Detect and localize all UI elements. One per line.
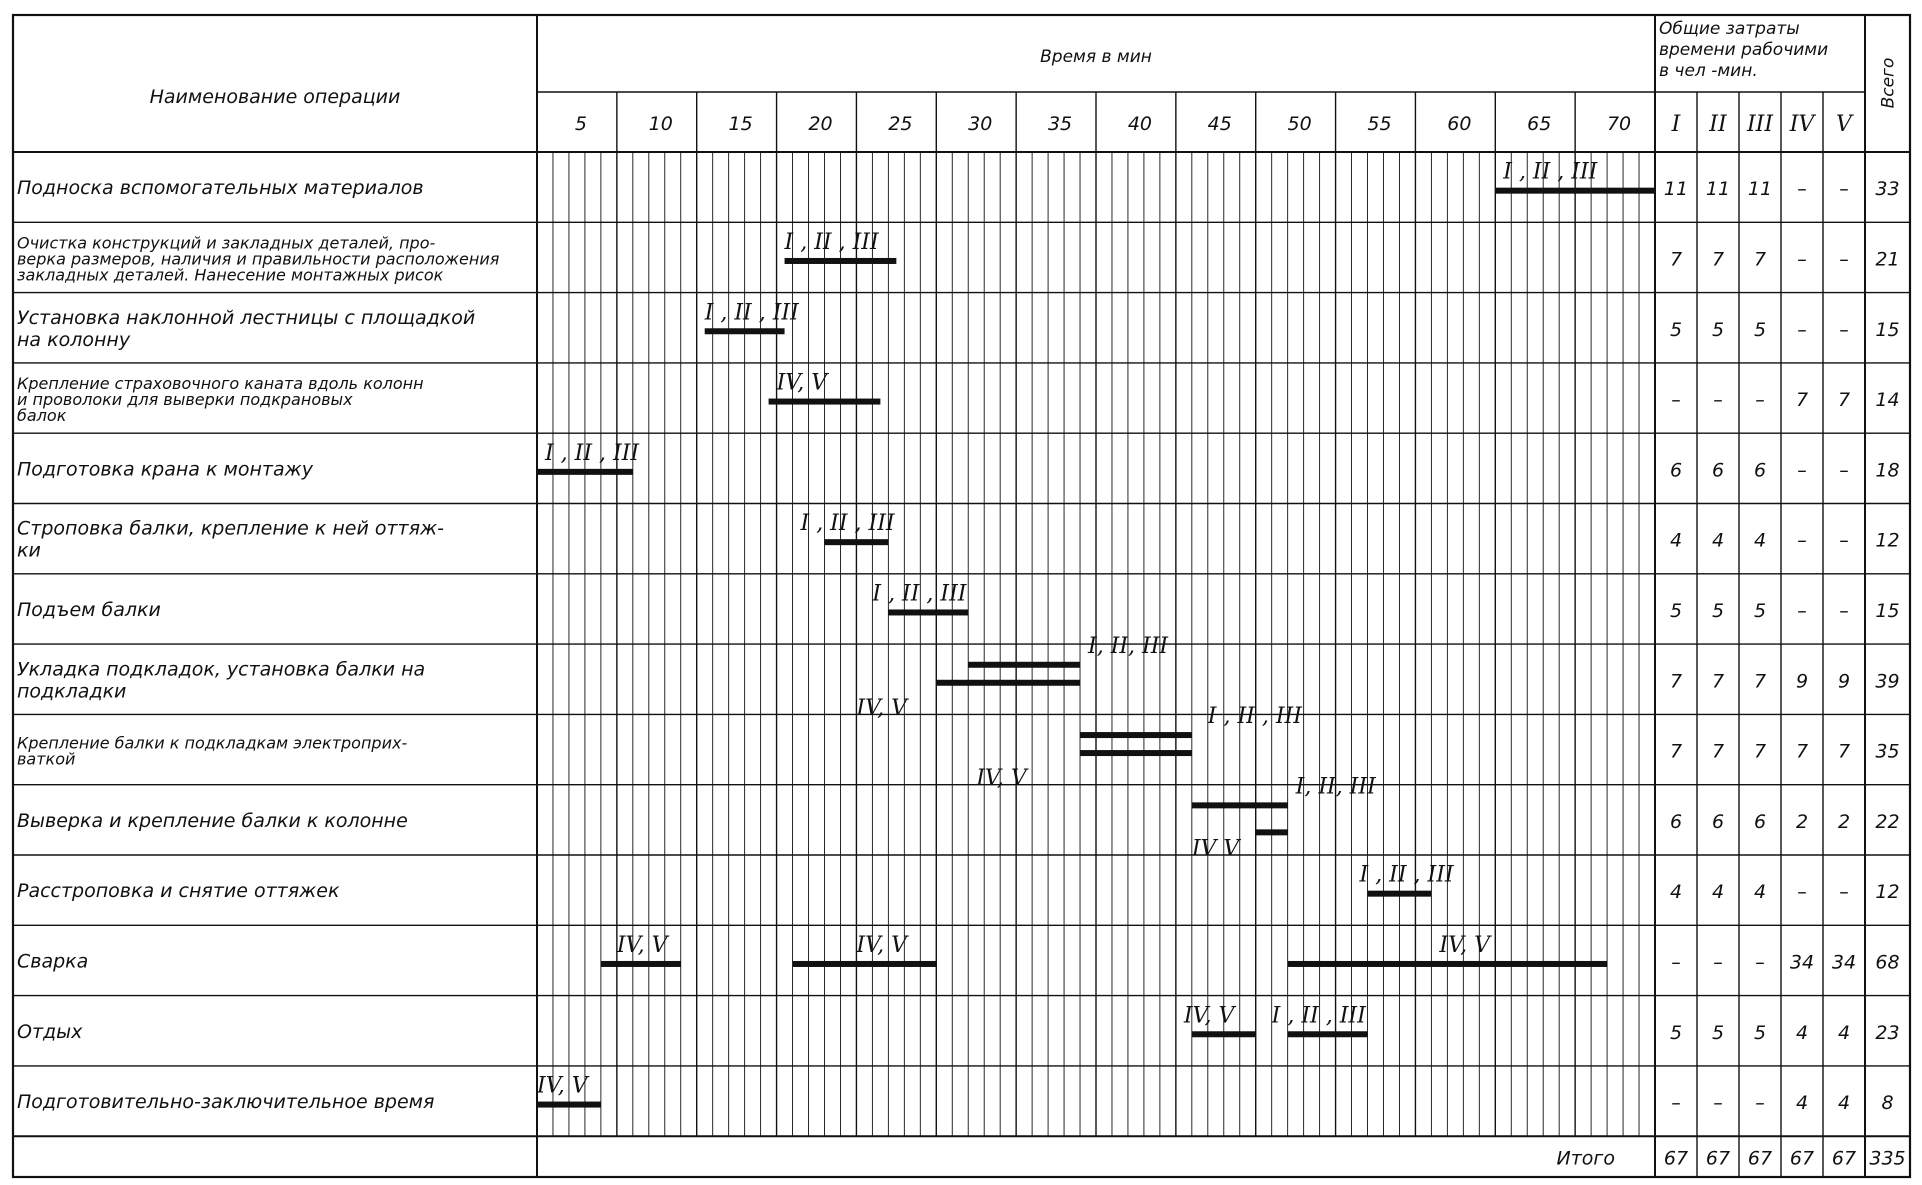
operation-name: Подъем балки <box>17 598 161 621</box>
schedule-bar <box>1368 891 1432 897</box>
crew-label: I , II , III <box>800 511 895 537</box>
operation-name: ки <box>17 539 41 562</box>
worker-time-value: 6 <box>1711 459 1725 482</box>
worker-time-value: 5 <box>1753 318 1767 341</box>
crew-label: IV, V <box>1183 1003 1235 1029</box>
schedule-bar <box>769 399 881 405</box>
worker-time-value: 4 <box>1711 529 1725 552</box>
time-tick-label: 5 <box>574 113 587 135</box>
operation-name: Сварка <box>17 950 89 973</box>
schedule-bar <box>968 662 1080 668</box>
worker-time-value: – <box>1713 1092 1723 1115</box>
time-tick-label: 30 <box>968 113 993 135</box>
schedule-bar <box>824 539 888 545</box>
crew-label: I , II , III <box>544 440 640 466</box>
worker-time-value: 4 <box>1795 1021 1809 1044</box>
crew-label: IV V <box>1191 836 1240 862</box>
time-tick-label: 45 <box>1207 113 1232 135</box>
operation-name: Подготовка крана к монтажу <box>17 458 313 481</box>
worker-time-value: – <box>1797 881 1807 904</box>
worker-time-value: – <box>1797 529 1807 552</box>
row-total-value: 39 <box>1875 670 1900 693</box>
footer-grand-total: 335 <box>1869 1147 1906 1170</box>
worker-time-value: 6 <box>1669 810 1683 833</box>
operation-name: и проволоки для выверки подкрановых <box>17 390 353 410</box>
row-total-value: 33 <box>1875 178 1900 201</box>
crew-label: I , II , III <box>1207 704 1302 730</box>
row-total-value: 12 <box>1875 881 1900 904</box>
row-total-value: 21 <box>1875 248 1900 271</box>
worker-time-value: – <box>1755 951 1765 974</box>
worker-time-value: 34 <box>1831 951 1857 974</box>
crew-label: I , II , III <box>784 229 879 255</box>
worker-time-value: 4 <box>1711 881 1725 904</box>
crew-label: I, II, III <box>1088 633 1169 659</box>
time-tick-label: 35 <box>1047 113 1073 135</box>
worker-time-value: – <box>1797 459 1807 482</box>
worker-time-value: 5 <box>1669 599 1683 622</box>
crew-label: I , II , III <box>872 581 967 607</box>
footer-worker-total: 67 <box>1831 1147 1857 1170</box>
worker-time-value: 11 <box>1705 178 1731 201</box>
footer-worker-total: 67 <box>1789 1147 1815 1170</box>
operation-name: Крепление балки к подкладкам электроприх- <box>17 733 408 753</box>
schedule-bar <box>705 328 785 334</box>
worker-time-value: 4 <box>1837 1021 1851 1044</box>
worker-header: II <box>1709 112 1727 137</box>
worker-time-value: – <box>1797 178 1807 201</box>
row-total-value: 14 <box>1875 389 1900 412</box>
operation-name: балок <box>17 406 67 426</box>
worker-time-value: 5 <box>1753 599 1767 622</box>
worker-time-value: 34 <box>1789 951 1815 974</box>
operation-name: Крепление страховочного каната вдоль колонн <box>17 374 424 394</box>
crew-label: I , II , III <box>1503 159 1598 185</box>
schedule-bar <box>888 609 968 615</box>
schedule-bar <box>1288 1031 1368 1037</box>
worker-time-value: 4 <box>1753 881 1767 904</box>
worker-time-value: 7 <box>1711 670 1725 693</box>
worker-time-value: – <box>1839 318 1849 341</box>
worker-time-value: – <box>1839 248 1849 271</box>
row-total-value: 12 <box>1875 529 1900 552</box>
worker-time-value: 11 <box>1663 178 1689 201</box>
schedule-bar <box>601 961 681 967</box>
schedule-bar <box>1192 1031 1256 1037</box>
schedule-bar <box>936 680 1080 686</box>
worker-time-value: 7 <box>1711 248 1725 271</box>
worker-time-value: 2 <box>1837 810 1851 833</box>
crew-label: I , II , III <box>1359 862 1454 888</box>
time-tick-label: 15 <box>728 113 753 135</box>
worker-time-value: 6 <box>1669 459 1683 482</box>
worker-time-value: 9 <box>1837 670 1851 693</box>
row-total-value: 8 <box>1881 1092 1894 1115</box>
time-tick-label: 40 <box>1127 113 1153 135</box>
time-title: Время в мин <box>1040 47 1152 67</box>
cost-header-line: в чел -мин. <box>1659 61 1758 81</box>
schedule-bar <box>1080 750 1192 756</box>
time-tick-label: 70 <box>1606 113 1632 135</box>
schedule-bar <box>1288 961 1607 967</box>
footer-worker-total: 67 <box>1705 1147 1731 1170</box>
operation-name: Расстроповка и снятие оттяжек <box>17 880 340 903</box>
time-tick-label: 60 <box>1447 113 1472 135</box>
worker-header: I <box>1671 112 1681 137</box>
worker-time-value: 4 <box>1795 1092 1809 1115</box>
crew-label: IV, V <box>616 932 668 958</box>
operation-name: Подготовительно-заключительное время <box>17 1091 435 1114</box>
row-total-value: 35 <box>1875 740 1900 763</box>
crew-label: IV, V <box>776 370 828 396</box>
worker-time-value: 7 <box>1753 740 1767 763</box>
operation-name: Строповка балки, крепление к ней оттяж- <box>17 517 444 540</box>
operation-column-header: Наименование операции <box>149 86 401 108</box>
operation-name: закладных деталей. Нанесение монтажных рисок <box>17 265 444 285</box>
worker-time-value: – <box>1839 459 1849 482</box>
worker-time-value: 4 <box>1669 881 1683 904</box>
time-tick-label: 50 <box>1287 113 1312 135</box>
crew-label: I , II , III <box>1271 1003 1366 1029</box>
worker-header: III <box>1746 112 1774 137</box>
schedule-bar <box>1080 732 1192 738</box>
time-tick-label: 20 <box>808 113 833 135</box>
worker-time-value: – <box>1671 389 1681 412</box>
schedule-bar <box>793 961 937 967</box>
worker-time-value: – <box>1713 951 1723 974</box>
worker-time-value: 6 <box>1711 810 1725 833</box>
worker-time-value: – <box>1839 178 1849 201</box>
crew-label: IV, V <box>976 766 1027 792</box>
footer-worker-total: 67 <box>1747 1147 1773 1170</box>
worker-time-value: 11 <box>1747 178 1773 201</box>
worker-time-value: – <box>1755 1092 1765 1115</box>
worker-time-value: 9 <box>1795 670 1809 693</box>
worker-time-value: – <box>1839 599 1849 622</box>
operation-name: Очистка конструкций и закладных деталей, про- <box>17 233 436 253</box>
worker-time-value: 7 <box>1753 248 1767 271</box>
crew-label: IV, V <box>856 932 908 958</box>
worker-time-value: 7 <box>1711 740 1725 763</box>
operation-name: Отдых <box>17 1020 83 1043</box>
operation-name: Выверка и крепление балки к колонне <box>17 809 408 832</box>
cost-header-line: Общие затраты <box>1659 19 1800 39</box>
operation-name: Установка наклонной лестницы с площадкой <box>17 306 476 329</box>
worker-time-value: 5 <box>1711 599 1725 622</box>
row-total-value: 22 <box>1875 810 1900 833</box>
worker-time-value: – <box>1797 318 1807 341</box>
time-tick-label: 25 <box>888 113 913 135</box>
worker-header: V <box>1836 112 1852 137</box>
crew-label: IV, V <box>856 695 908 721</box>
worker-time-value: – <box>1713 389 1723 412</box>
operation-name: на колонну <box>17 328 131 351</box>
total-column-header: Всего <box>1878 57 1899 109</box>
crew-label: IV, V <box>1439 932 1490 958</box>
crew-label: I, II, III <box>1295 774 1376 800</box>
worker-time-value: 7 <box>1837 389 1851 412</box>
crew-label: IV, V <box>537 1073 588 1099</box>
worker-time-value: 7 <box>1795 740 1809 763</box>
worker-time-value: – <box>1797 599 1807 622</box>
row-total-value: 23 <box>1875 1021 1900 1044</box>
time-tick-label: 55 <box>1367 113 1392 135</box>
operation-name: Укладка подкладок, установка балки на <box>17 658 426 681</box>
crew-label: I , II , III <box>704 300 799 326</box>
cost-header-line: времени рабочими <box>1659 40 1829 60</box>
schedule-bar <box>1495 188 1655 194</box>
schedule-bar <box>537 1102 601 1108</box>
worker-time-value: 5 <box>1753 1021 1767 1044</box>
worker-time-value: 5 <box>1711 318 1725 341</box>
worker-time-value: – <box>1839 529 1849 552</box>
worker-time-value: – <box>1839 881 1849 904</box>
worker-time-value: – <box>1755 389 1765 412</box>
row-total-value: 68 <box>1875 951 1900 974</box>
worker-time-value: 7 <box>1669 670 1683 693</box>
operation-name: подкладки <box>17 680 127 703</box>
worker-time-value: 5 <box>1711 1021 1725 1044</box>
worker-time-value: – <box>1671 1092 1681 1115</box>
worker-time-value: 4 <box>1669 529 1683 552</box>
worker-time-value: 7 <box>1669 248 1683 271</box>
worker-time-value: 6 <box>1753 810 1767 833</box>
worker-time-value: 5 <box>1669 1021 1683 1044</box>
time-tick-label: 10 <box>648 113 673 135</box>
schedule-bar <box>537 469 633 475</box>
worker-time-value: 7 <box>1669 740 1683 763</box>
worker-time-value: 2 <box>1795 810 1809 833</box>
schedule-bar <box>1192 802 1288 808</box>
worker-time-value: 7 <box>1753 670 1767 693</box>
time-tick-label: 65 <box>1527 113 1552 135</box>
worker-time-value: – <box>1671 951 1681 974</box>
worker-time-value: 7 <box>1795 389 1809 412</box>
operation-name: Подноска вспомогательных материалов <box>17 177 424 200</box>
row-total-value: 15 <box>1875 318 1900 341</box>
operation-name: верка размеров, наличия и правильности расположения <box>17 249 500 269</box>
operation-name: ваткой <box>17 749 76 769</box>
worker-time-value: – <box>1797 248 1807 271</box>
worker-time-value: 6 <box>1753 459 1767 482</box>
worker-time-value: 7 <box>1837 740 1851 763</box>
schedule-bar <box>785 258 897 264</box>
worker-time-value: 4 <box>1753 529 1767 552</box>
row-total-value: 18 <box>1875 459 1900 482</box>
row-total-value: 15 <box>1875 599 1900 622</box>
footer-total-label: Итого <box>1556 1147 1615 1170</box>
footer-worker-total: 67 <box>1663 1147 1689 1170</box>
worker-time-value: 4 <box>1837 1092 1851 1115</box>
schedule-bar <box>1256 829 1288 835</box>
worker-time-value: 5 <box>1669 318 1683 341</box>
worker-header: IV <box>1789 112 1815 137</box>
